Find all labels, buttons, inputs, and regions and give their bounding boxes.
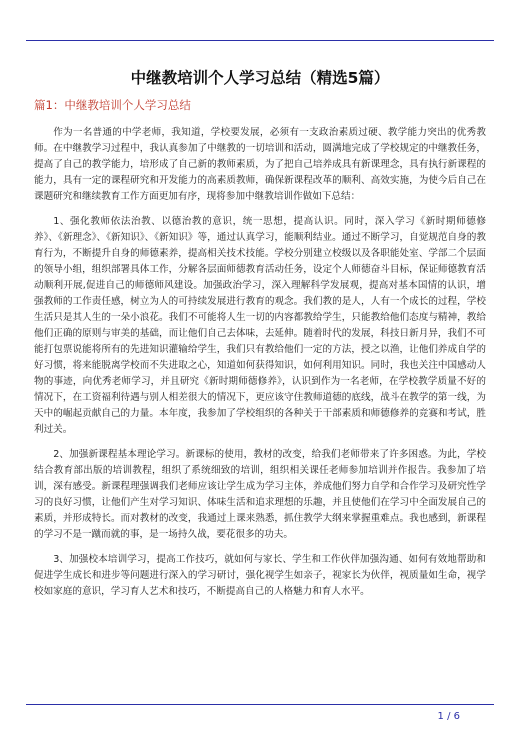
document-title: 中继教培训个人学习总结（精选5篇） [130, 69, 390, 87]
document-body [34, 125, 486, 609]
page-number: 1 / 6 [437, 711, 460, 722]
section-heading: 篇1：中继教培训个人学习总结 [34, 98, 191, 112]
paragraph-intro: 作为一名普通的中学老师，我知道，学校要发展，必须有一支政治素质过硬、教学能力突出的优秀教师。在中继教学习过程中，我认真参加了中继教的一切培训和活动，圆满地完成了学校规定的中继教任务，提高了自己的教学能力，培形成了自己新的教师素质，为了把自己培养成具有新课理念，具有执行新课程的能力，具有一定的课程研究和开发能力的高素质教师，确保新课程改革的顺利、高效实施，为使今后自己在课题研究和继续教育工作方面更加有序，现将参加中继教培训作做如下总结： [34, 127, 486, 202]
paragraph-1: 1、强化教师依法治教、以德治教的意识，统一思想，提高认识。同时，深入学习《新时期师德修养》、《新理念》、《新知识》、《新知识》等，通过认真学习，能顺利结业。通过不断学习，自觉规范自身的教育行为，不断提升自身的师德素养，提高相关技术技能。学校分别建立校级以及各职能处室、学部二个层面的领导小组，组织部署具体工作，分解各层面师德教育活动任务，设定个人师德奋斗目标，保证师德教育活动顺利开展,促进自己的师德师风建设。加强政治学习，深入理解科学发展观，提高对基本国情的认识，增强教师的工作责任感，树立为人的可持续发展进行教育的观念。我们教的是人，人有一个成长的过程，学校生活只是其人生的一朵小浪花。我们不可能将人生一切的内容都教给学生，只能教给他们态度与精神，教给他们正确的原则与审美的基础，而让他们自己去体味，去延伸。随着时代的发展，科技日新月异，我们不可能打包票说能将所有的先进知识灌输给学生，我们只有教给他们一定的方法，授之以渔，让他们养成自学的好习惯，将来能脱离学校而不失进取之心，知道如何获得知识，如何利用知识。同时，我也关注中国感动人物的事迹，向优秀老师学习，并且研究《新时期师德修养》，认识到作为一名老师，在学校教学质量不好的情况下，在工资福利待遇与别人相差很大的情况下，更应该守住教师道德的底线，战斗在教学的第一线，为天中的崛起贡献自己的力量。本年度，我参加了学校组织的各种关于干部素质和师德修养的竞赛和考试，胜利过关。 [34, 216, 486, 435]
footer-rule [26, 704, 494, 705]
header-rule [26, 40, 494, 41]
paragraph-2: 2、加强新课程基本理论学习。新课标的使用，教材的改变，给我们老师带来了许多困惑。为此，学校结合教育部出版的培训教程，组织了系统细致的培训，组织相关课任老师参加培训并作报告。我参加了培训，深有感受。新课程理强调我们老师应该让学生成为学习主体，养成他们努力自学和合作学习及研究性学习的良好习惯，让他们产生对学习知识、体味生活和追求理想的乐趣，并且使他们在学习中全面发展自己的素质，并形成特长。而对教材的改变，我通过上课来熟悉，抓住教学大纲来掌握重难点。我也感到，新课程的学习不是一蹴而就的事，是一场持久战，要花很多的功夫。 [34, 449, 486, 540]
paragraph-3: 3、加强校本培训学习，提高工作技巧，就如何与家长、学生和工作伙伴加强沟通、如何有效地帮助和促进学生成长和进步等问题进行深入的学习研讨，强化视学生如亲子，视家长为伙伴，视质量如生命，视学校如家庭的意识，学习育人艺术和技巧，不断提高自己的人格魅力和育人水平。 [34, 554, 486, 597]
